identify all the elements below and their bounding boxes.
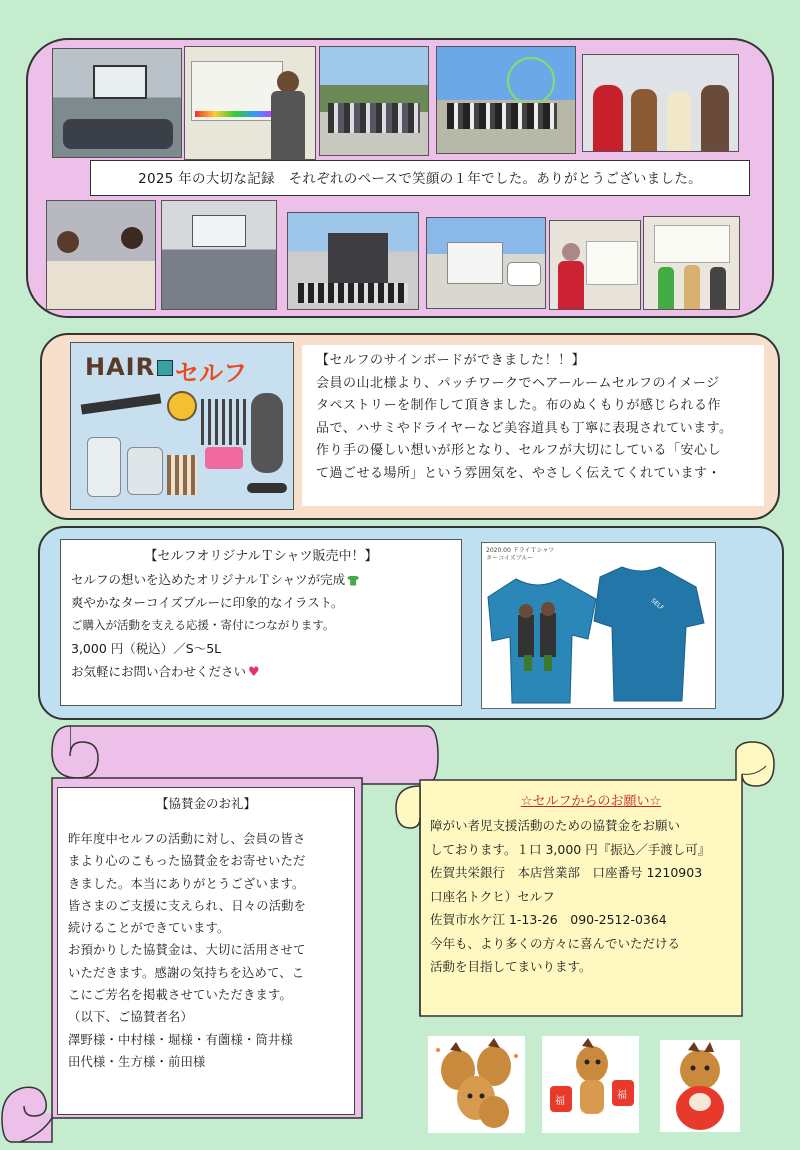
thanks-line: こにご芳名を掲載させていただきます。 <box>68 988 292 1003</box>
request-account-name: 口座名トクヒ）セルフ <box>430 888 555 904</box>
sign-bottle2-icon <box>127 447 163 495</box>
sign-plug-icon <box>247 483 287 493</box>
thanks-sponsor-names: 田代様・生方様・前田様 <box>68 1054 206 1069</box>
photo-shop-front <box>426 217 546 309</box>
thanks-line: まより心のこもった協賛金をお寄せいただ <box>68 854 306 869</box>
sign-comb-icon <box>201 399 247 445</box>
photo-outdoor-group <box>319 46 429 156</box>
signboard-title: 【セルフのサインボードができました！！】 <box>316 353 586 368</box>
horse-illustration <box>542 1036 639 1133</box>
sign-rollers-icon <box>167 455 197 495</box>
thanks-line: （以下、ご協賛者名） <box>68 1010 193 1025</box>
signboard-text-box <box>302 345 764 506</box>
photo-speaker <box>549 220 641 310</box>
signboard-tapestry-image <box>70 342 294 510</box>
request-line: 今年も、より多くの方々に喜んでいただける <box>430 935 681 951</box>
sign-hair-text: HAIR <box>85 353 156 381</box>
sign-bottle-icon <box>87 437 121 497</box>
photo-amusement-park <box>436 46 576 154</box>
tshirt-line: お気軽にお問い合わせください <box>71 664 247 679</box>
tshirt-line: ご購入が活動を支える応援・寄付につながります。 <box>71 618 335 632</box>
signboard-line: タペストリーを制作して頂きました。布のぬくもりが感じられる作 <box>316 398 722 413</box>
sign-self-text: セルフ <box>175 359 247 387</box>
photo-building-front <box>287 212 419 310</box>
thanks-title: 【協賛金のお礼】 <box>155 796 256 811</box>
collage-caption: 2025 年の大切な記録 それぞれのペースで笑顔の１年でした。ありがとうございました。 <box>90 160 750 196</box>
fuku-label: 福 <box>617 1090 627 1101</box>
thanks-line: 昨年度中セルフの活動に対し、会員の皆さ <box>68 832 306 846</box>
sign-dryer-icon <box>251 393 283 473</box>
horse-daruma-icon <box>660 1040 740 1132</box>
sign-square-icon <box>157 360 173 376</box>
sign-scissors-icon <box>81 393 162 414</box>
tshirt-line: セルフの想いを込めたオリジナルＴシャツが完成 <box>71 572 346 587</box>
thanks-line: いただきます。感謝の気持ちを込めて、こ <box>68 965 305 980</box>
shirt-emoji-icon <box>347 576 359 586</box>
request-address-phone: 佐賀市水ケ江 1-13-26 090-2512-0364 <box>430 912 667 927</box>
signboard-line: 品で、ハサミやドライヤーなど美容道具も丁寧に表現されています。 <box>316 420 733 436</box>
tshirt-line-with-icon <box>71 660 451 684</box>
signboard-line: て過ごせる場所」という雰囲気を、やさしく伝えてくれています・ <box>316 465 722 481</box>
sign-badge-icon <box>167 391 197 421</box>
tshirt-back-print: SELF <box>649 597 665 612</box>
request-text-box <box>426 790 756 979</box>
photo-meeting-room <box>52 48 182 158</box>
heart-icon: ♥ <box>248 665 260 680</box>
horse-illustration <box>660 1040 740 1132</box>
tshirt-illustration <box>482 543 715 708</box>
request-title: ☆セルフからのお願い☆ <box>520 794 662 809</box>
horse-illustration <box>428 1036 525 1133</box>
thanks-line: 皆さまのご支援に支えられ、日々の活動を <box>68 898 307 913</box>
tshirt-price: 3,000 円（税込）／S～5L <box>71 641 222 656</box>
fuku-label: 福 <box>555 1096 565 1107</box>
photo-party-table <box>46 200 156 310</box>
signboard-line: 会員の山北様より、パッチワークでヘアールームセルフのイメージ <box>316 375 720 391</box>
thanks-line: 続けることができています。 <box>68 921 230 936</box>
tshirt-title: 【セルフオリジナルＴシャツ販売中！】 <box>144 549 378 564</box>
photo-christmas <box>582 54 739 152</box>
thanks-text-box <box>57 787 355 1115</box>
tshirt-photo-caption: 2020.00 ドライＴシャツ <box>486 547 555 554</box>
photo-presentation <box>184 46 316 160</box>
photo-whiteboard-group <box>643 216 740 310</box>
tshirt-text-box <box>60 539 462 706</box>
request-bank-line: 佐賀共栄銀行 本店営業部 口座番号 1210903 <box>430 865 703 880</box>
horse-trio-icon <box>428 1036 525 1133</box>
photo-lecture-hall <box>161 200 277 310</box>
tshirt-photo-caption: ターコイズブルー <box>486 555 534 562</box>
request-line: 活動を目指してまいります。 <box>430 959 592 974</box>
sign-pink-tool-icon <box>205 447 243 469</box>
request-line: 障がい者児支援活動のための協賛金をお願い <box>430 818 681 833</box>
thanks-line: きました。本当にありがとうございます。 <box>68 876 305 891</box>
thanks-sponsor-names: 澤野様・中村様・堀様・有薗様・筒井様 <box>68 1032 293 1047</box>
request-line: しております。１口 3,000 円『振込／手渡し可』 <box>430 841 711 857</box>
tshirt-line: 爽やかなターコイズブルーに印象的なイラスト。 <box>71 595 344 610</box>
thanks-line: お預かりした協賛金は、大切に活用させて <box>68 943 306 958</box>
tshirt-photo <box>481 542 716 709</box>
signboard-line: 作り手の優しい想いが形となり、セルフが大切にしている「安心し <box>316 443 722 458</box>
horse-fukubukuro-icon <box>542 1036 639 1133</box>
tshirt-line-with-icon <box>71 568 451 591</box>
